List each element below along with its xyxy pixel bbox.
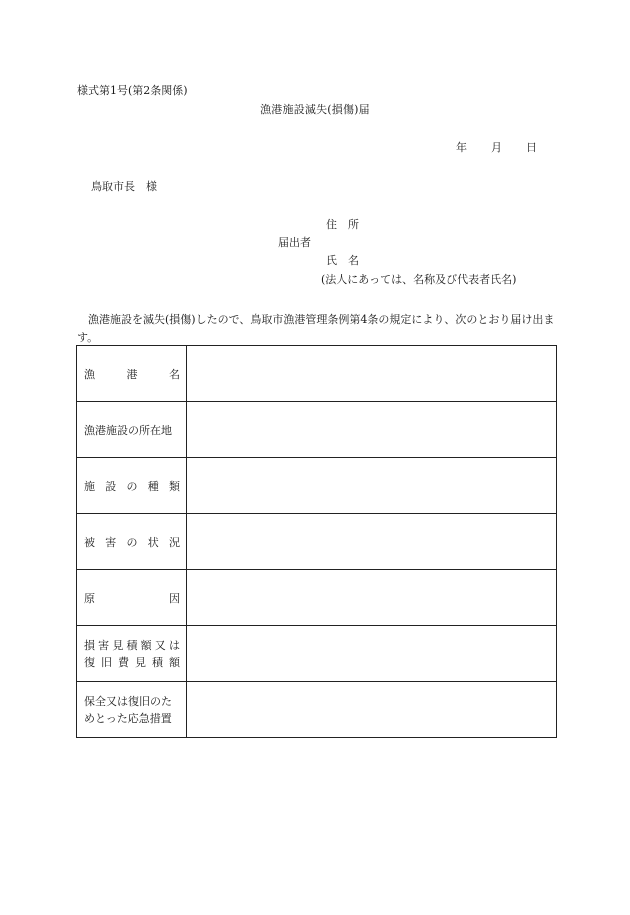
label-char: 港 [126,367,138,381]
label-char: 積 [126,638,138,652]
date-line [456,141,537,155]
filer-label: 届出者 [278,236,311,249]
label-char: 施 [84,479,95,493]
facility-location-field[interactable] [187,402,557,458]
body-text: 漁港施設を滅失(損傷)したので、鳥取市漁港管理条例第4条の規定により、次のとおり届け出ます。 [77,313,555,344]
row-label-cell [77,346,187,402]
damage-estimate-field[interactable] [187,626,557,682]
facility-type-label [84,478,180,494]
cause-label [84,590,180,606]
row-label-cell [77,682,187,738]
cause-field[interactable] [187,570,557,626]
facility-type-field[interactable] [187,458,557,514]
label-char: 額 [140,638,152,652]
label-char: 又 [154,638,166,652]
label-char: 状 [147,535,159,549]
body-text-block [77,311,559,347]
emergency-measures-field[interactable] [187,682,557,738]
label-char: 設 [105,479,117,493]
label-char: 積 [152,655,163,669]
label-char: 見 [135,655,146,669]
row-label-cell [77,514,187,570]
address-label: 住 所 [326,218,359,231]
form-table [76,345,557,738]
label-char: 害 [98,638,110,652]
damage-status-label [84,534,180,550]
table-row [77,682,557,738]
label-char: 費 [118,655,129,669]
document-title: 漁港施設滅失(損傷)届 [260,103,370,116]
label-char: 名 [169,367,180,381]
row-label-cell [77,626,187,682]
damage-status-field[interactable] [187,514,557,570]
emergency-measures-label-line1: 保全又は復旧のた [84,694,172,708]
label-char: の [126,479,138,493]
label-char: 見 [112,638,124,652]
table-row [77,626,557,682]
label-char: 額 [169,655,180,669]
label-char: 漁 [84,367,95,381]
table-row [77,346,557,402]
label-char: 原 [84,591,95,605]
damage-estimate-label-line1 [84,637,180,654]
table-row [77,458,557,514]
row-label-cell [77,458,187,514]
row-label-cell [77,570,187,626]
label-char: 因 [169,591,180,605]
date-month-label: 月 [491,141,502,154]
table-row [77,514,557,570]
table-row [77,402,557,458]
label-char: 害 [105,535,117,549]
label-char: 況 [169,535,180,549]
damage-estimate-label-line2 [84,654,180,671]
fishing-port-name-field[interactable] [187,346,557,402]
label-char: 旧 [101,655,112,669]
date-year-label: 年 [456,141,467,154]
addressee: 鳥取市長 様 [91,180,157,193]
label-char: 被 [84,535,95,549]
name-label: 氏 名 [326,254,359,267]
label-char: 復 [84,655,95,669]
label-char: の [126,535,138,549]
form-number: 様式第1号(第2条関係) [77,84,188,97]
facility-location-label: 漁港施設の所在地 [84,423,172,437]
date-day-label: 日 [526,141,537,154]
corporate-note: (法人にあっては、名称及び代表者氏名) [321,273,517,286]
label-char: 種 [147,479,159,493]
row-label-cell [77,402,187,458]
label-char: 損 [84,638,95,652]
table-row [77,570,557,626]
fishing-port-name-label [84,366,180,382]
label-char: は [168,638,180,652]
label-char: 類 [169,479,180,493]
emergency-measures-label-line2: めとった応急措置 [84,711,172,725]
